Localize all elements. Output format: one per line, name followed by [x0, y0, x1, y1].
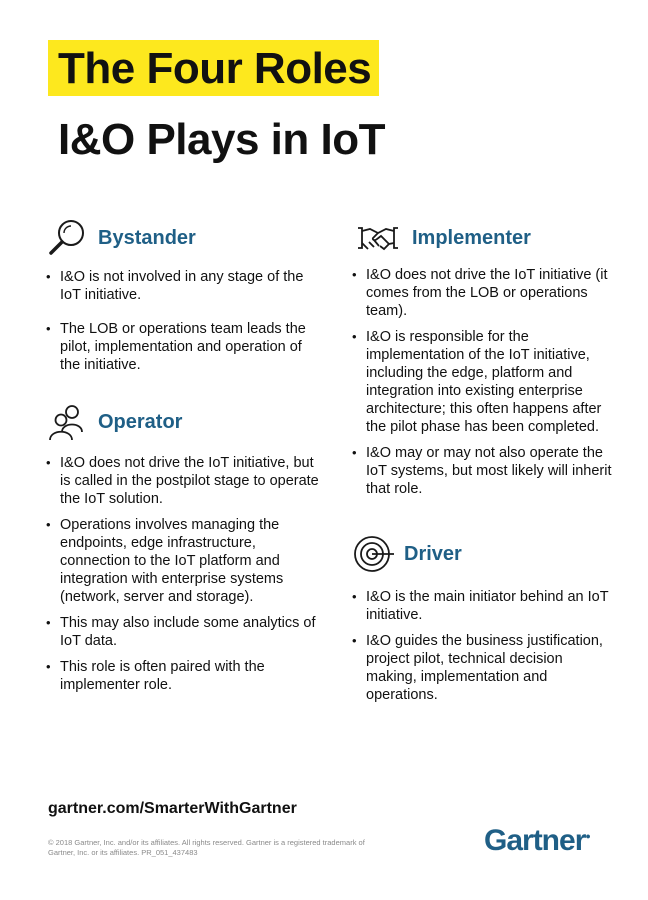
logo-text: Gartner — [484, 824, 586, 857]
gartner-logo — [484, 824, 591, 858]
logo-dot: ● — [585, 831, 591, 841]
list-item: • This may also include some analytics of IoT data. — [46, 614, 321, 650]
list-item: • I&O may or may not also operate the IoT systems, but most likely will inherit that role. — [352, 444, 614, 498]
bullet-list — [352, 266, 614, 498]
list-item: • I&O does not drive the IoT initiative (it comes from the LOB or operations team). — [352, 266, 614, 320]
role-name-driver: Driver — [404, 542, 462, 565]
bullet-list — [46, 268, 321, 374]
list-item: • I&O does not drive the IoT initiative, but is called in the postpilot stage to operate the IoT solution. — [46, 454, 321, 508]
list-item: • I&O guides the business justification, project pilot, technical decision making, implementation and operations. — [352, 632, 614, 704]
section-driver — [352, 532, 614, 704]
title-line-1: The Four Roles — [48, 40, 379, 96]
list-item: • Operations involves managing the endpoints, edge infrastructure, connection to the IoT platform and integration with enterprise systems (network, server and storage). — [46, 516, 321, 606]
bullet-list — [46, 454, 321, 694]
list-item: • This role is often paired with the implementer role. — [46, 658, 321, 694]
target-icon — [352, 532, 396, 576]
magnifier-icon — [46, 216, 90, 260]
handshake-icon — [352, 216, 404, 260]
role-name-operator: Operator — [98, 410, 183, 433]
role-name-bystander: Bystander — [98, 226, 196, 249]
bullet-list — [352, 588, 614, 704]
legal-notice: © 2018 Gartner, Inc. and/or its affiliates. All rights reserved. Gartner is a registered trademark of Gartner, Inc. or its affiliates. PR_051_437483 — [48, 838, 365, 857]
section-implementer — [352, 216, 614, 498]
list-item: • The LOB or operations team leads the pilot, implementation and operation of the initiative. — [46, 320, 321, 374]
title-line-2: I&O Plays in IoT — [58, 115, 385, 164]
website-link[interactable]: gartner.com/SmarterWithGartner — [48, 800, 297, 817]
role-name-implementer: Implementer — [412, 226, 531, 249]
section-operator — [46, 400, 321, 694]
users-icon — [46, 400, 90, 444]
list-item: • I&O is not involved in any stage of the IoT initiative. — [46, 268, 321, 304]
section-bystander — [46, 216, 321, 374]
list-item: • I&O is the main initiator behind an IoT initiative. — [352, 588, 614, 624]
list-item: • I&O is responsible for the implementation of the IoT initiative, including the edge, platform and integration into existing enterprise architecture; this often happens after the pilot phase has been completed. — [352, 328, 614, 436]
